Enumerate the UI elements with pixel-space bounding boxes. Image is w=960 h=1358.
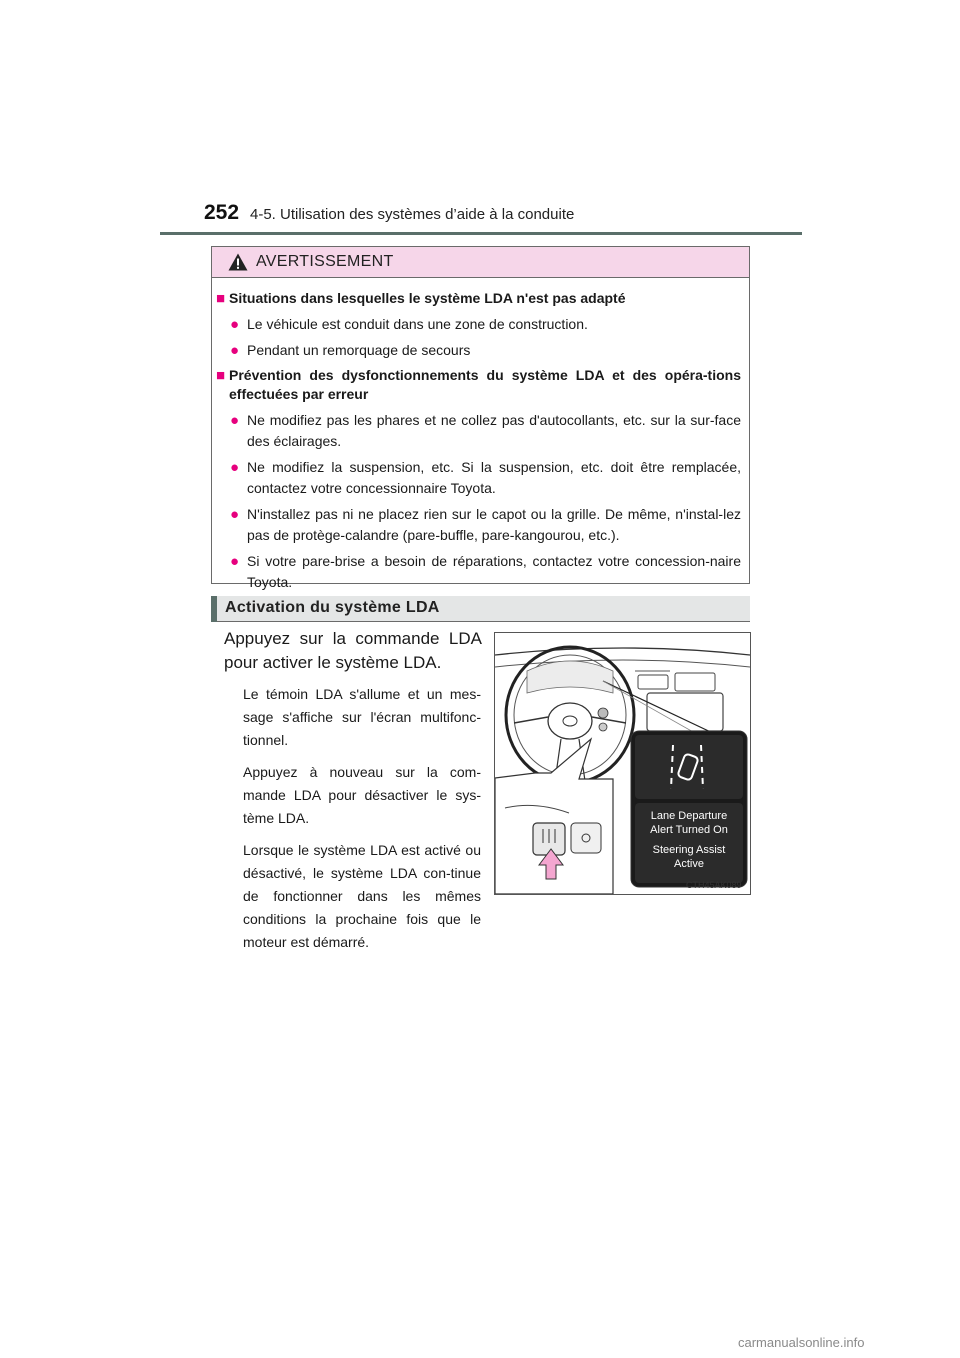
activation-note: Lorsque le système LDA est activé ou désactivé, le système LDA con-tinue de fonctionner dans les mêmes conditions la prochaine fois que le moteur est démarré. xyxy=(243,842,481,950)
display-message-1 xyxy=(635,809,743,837)
round-bullet-icon: ● xyxy=(230,412,240,429)
warning-item-text: Pendant un remorquage de secours xyxy=(247,342,471,358)
display-line: Active xyxy=(674,858,704,870)
section-header xyxy=(211,596,750,622)
round-bullet-icon: ● xyxy=(230,316,240,333)
chapter-title: 4-5. Utilisation des systèmes d’aide à la conduite xyxy=(250,206,575,223)
round-bullet-icon: ● xyxy=(230,506,240,523)
display-line: Steering Assist xyxy=(652,844,726,856)
warning-item xyxy=(216,551,741,593)
activation-instruction: Appuyez sur la commande LDA pour activer le système LDA. xyxy=(224,629,482,672)
illustration-code: CTH45AK089 xyxy=(686,880,742,890)
warning-triangle-icon xyxy=(228,253,248,271)
activation-note: Appuyez à nouveau sur la com-mande LDA pour désactiver le sys-tème LDA. xyxy=(243,764,481,826)
warning-heading-situations xyxy=(216,289,741,308)
warning-body xyxy=(212,278,749,593)
warning-item xyxy=(216,457,741,499)
warning-item-text: Si votre pare-brise a besoin de réparations, contactez votre concession-naire Toyota. xyxy=(247,553,741,590)
warning-header xyxy=(212,247,749,278)
warning-item xyxy=(216,504,741,546)
round-bullet-icon: ● xyxy=(230,553,240,570)
warning-heading-prevention xyxy=(216,366,741,404)
warning-item xyxy=(216,314,741,335)
watermark: carmanualsonline.info xyxy=(738,1335,865,1350)
warning-item-text: Le véhicule est conduit dans une zone de construction. xyxy=(247,316,588,332)
warning-box xyxy=(211,246,750,590)
display-line: Lane Departure xyxy=(650,810,728,822)
warning-title: AVERTISSEMENT xyxy=(256,253,394,270)
warning-heading-text: Prévention des dysfonctionnements du système LDA et des opéra-tions effectuées par erreur xyxy=(229,367,741,402)
warning-item-text: Ne modifiez pas les phares et ne collez pas d'autocollants, etc. sur la sur-face des éclairages. xyxy=(247,412,741,449)
round-bullet-icon: ● xyxy=(230,459,240,476)
lda-illustration xyxy=(494,632,751,895)
page-number: 252 xyxy=(204,201,240,224)
square-bullet-icon: ■ xyxy=(216,367,226,384)
warning-item xyxy=(216,340,741,361)
header-rule xyxy=(160,232,802,235)
round-bullet-icon: ● xyxy=(230,342,240,359)
warning-item-text: N'installez pas ni ne placez rien sur le capot ou la grille. De même, n'instal-lez pas de protège-calandre (pare-buffle, pare-kangourou, etc.). xyxy=(247,506,741,543)
section-title: Activation du système LDA xyxy=(225,599,440,616)
activation-note: Le témoin LDA s'allume et un mes-sage s'affiche sur l'écran multifonc-tionnel. xyxy=(243,686,481,748)
square-bullet-icon: ■ xyxy=(216,290,226,307)
display-line: Alert Turned On xyxy=(650,824,728,836)
activation-notes xyxy=(243,683,481,963)
warning-item xyxy=(216,410,741,452)
display-message-2 xyxy=(635,843,743,871)
section-accent xyxy=(211,596,217,622)
warning-heading-text: Situations dans lesquelles le système LDA n'est pas adapté xyxy=(229,290,626,306)
warning-item-text: Ne modifiez la suspension, etc. Si la suspension, etc. doit être remplacée, contactez votre concessionnaire Toyota. xyxy=(247,459,741,496)
